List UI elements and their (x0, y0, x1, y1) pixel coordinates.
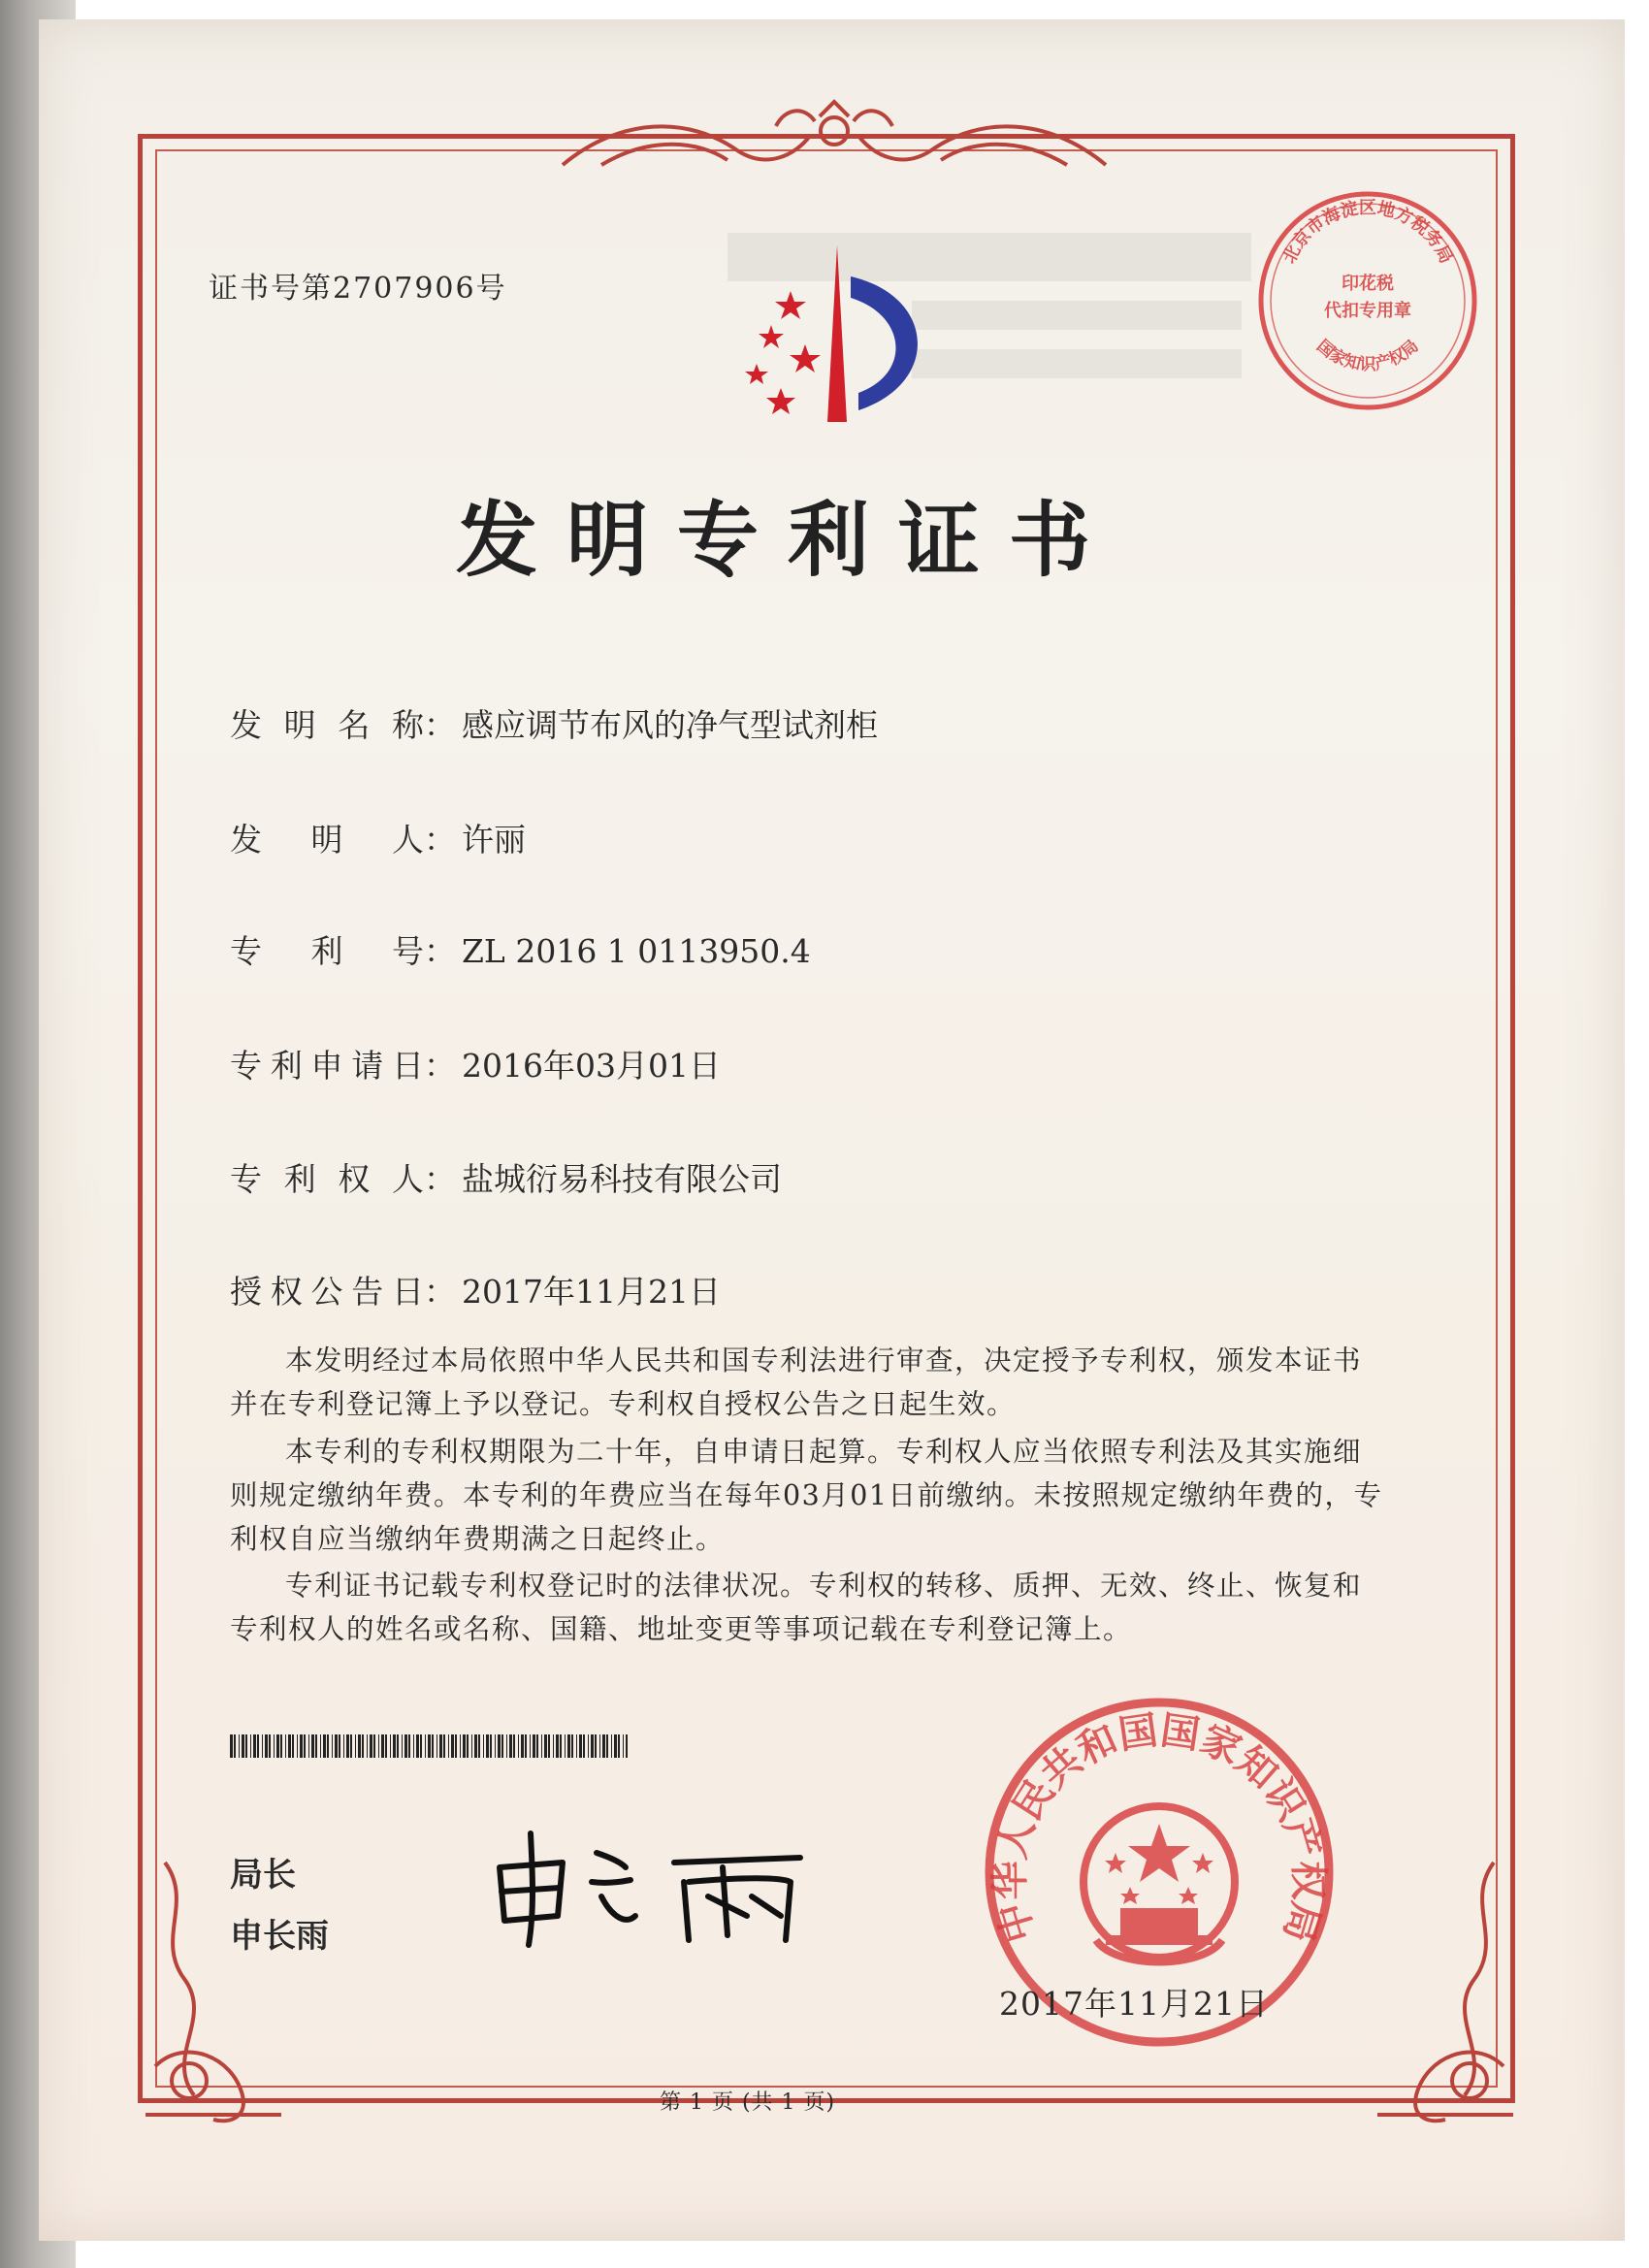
certificate-number: 证书号第2707906号 (209, 272, 507, 306)
tax-stamp-seal (1251, 184, 1484, 417)
top-ornament-icon (543, 97, 1125, 184)
field-patent-number: 专利号 ： ZL 2016 1 0113950.4 (230, 926, 811, 972)
tax-seal-ring-text: 北京市海淀区地方税务局 (1278, 197, 1457, 268)
field-label: 授权公告日 (230, 1273, 424, 1311)
field-label: 专利号 (230, 932, 424, 970)
page-footer: 第 1 页 (共 1 页) (660, 2090, 836, 2115)
field-label: 专利申请日 (230, 1047, 424, 1085)
svg-text:国家知识产权局 (1312, 337, 1422, 374)
svg-text:北京市海淀区地方税务局 (1279, 197, 1457, 267)
director-name: 申长雨 (230, 1917, 329, 1956)
body-paragraph-1: 本发明经过本局依照中华人民共和国专利法进行审查，决定授予专利权，颁发本证书并在专利登记簿上予以登记。专利权自授权公告之日起生效。 (230, 1345, 1363, 1420)
national-emblem-icon (1083, 1806, 1235, 1962)
field-value: 2017年11月21日 (462, 1273, 721, 1311)
bottom-right-corner-ornament-icon (1368, 1843, 1523, 2134)
field-inventor: 发明人 ： 许丽 (230, 815, 526, 860)
body-paragraph-3: 专利证书记载专利权登记时的法律状况。专利权的转移、质押、无效、终止、恢复和专利权人的姓名或名称、国籍、地址变更等事项记载在专利登记簿上。 (230, 1570, 1363, 1645)
field-filing-date: 专利申请日 ： 2016年03月01日 (230, 1041, 721, 1086)
handwritten-signature-icon (490, 1824, 820, 1950)
cnipa-logo-icon (713, 238, 955, 432)
field-label: 专利权人 (230, 1160, 424, 1198)
field-value: 感应调节布风的净气型试剂柜 (462, 706, 878, 744)
barcode-icon (230, 1734, 628, 1758)
field-label: 发明人 (230, 821, 424, 859)
issue-date: 2017年11月21日 (999, 1985, 1269, 2023)
director-title: 局长 (230, 1856, 296, 1895)
field-value: 盐城衍易科技有限公司 (462, 1160, 782, 1198)
field-label: 发明名称 (230, 706, 424, 744)
tax-seal-center-line1: 印花税 (1342, 274, 1394, 294)
field-grant-date: 授权公告日 ： 2017年11月21日 (230, 1267, 721, 1312)
tax-seal-center-line2: 代扣专用章 (1324, 301, 1411, 321)
field-invention-name: 发明名称 ： 感应调节布风的净气型试剂柜 (230, 700, 878, 746)
field-value: ZL 2016 1 0113950.4 (462, 932, 811, 970)
page-title: 发明专利证书 (456, 492, 1120, 588)
field-value: 许丽 (462, 821, 526, 859)
body-paragraph-2: 本专利的专利权期限为二十年，自申请日起算。专利权人应当依照专利法及其实施细则规定缴纳年费。本专利的年费应当在每年03月01日前缴纳。未按照规定缴纳年费的，专利权自应当缴纳年费期满之日起终止。 (230, 1436, 1383, 1555)
tax-seal-bottom-text: 国家知识产权局 (1312, 336, 1423, 375)
field-value: 2016年03月01日 (462, 1047, 721, 1085)
field-patentee: 专利权人 ： 盐城衍易科技有限公司 (230, 1154, 782, 1200)
seal-ring-text: 中华人民共和国国家知识产权局 (986, 1706, 1332, 1948)
